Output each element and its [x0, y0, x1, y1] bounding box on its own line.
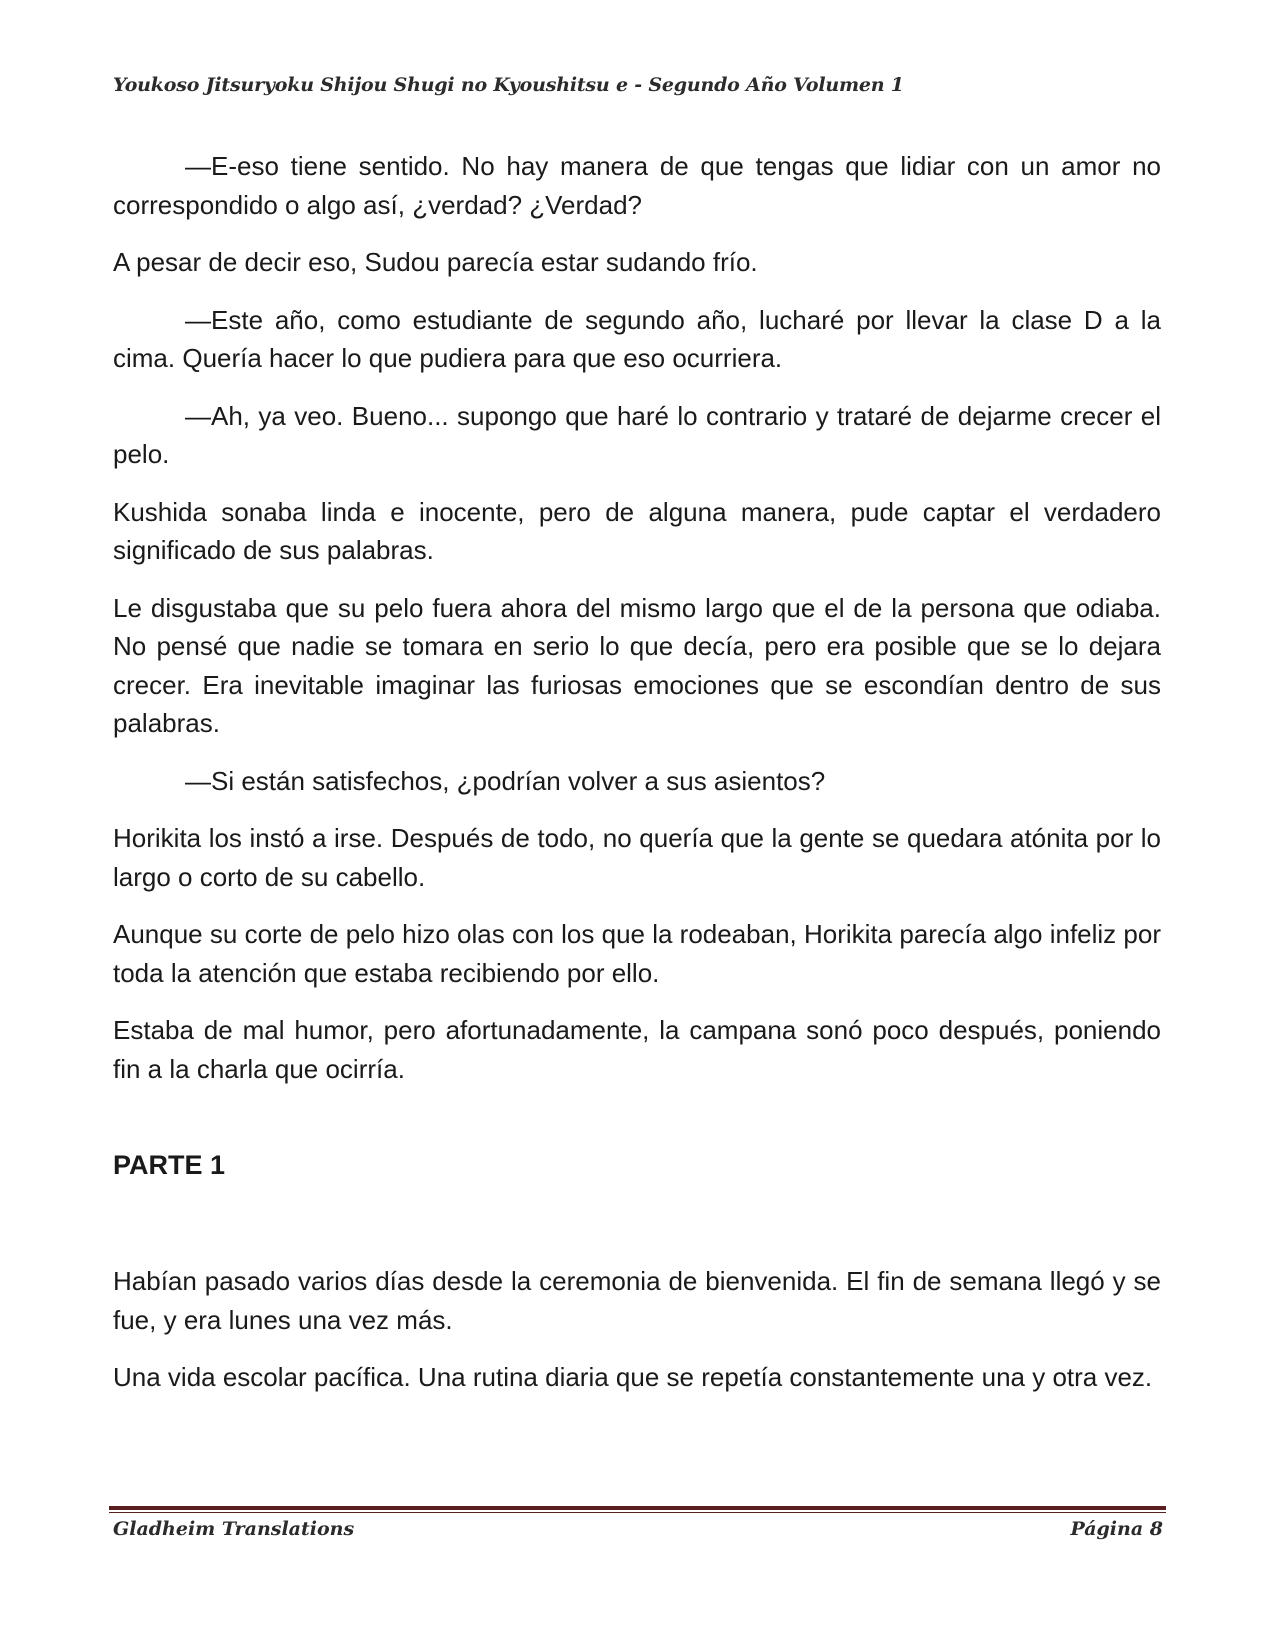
- paragraph: Estaba de mal humor, pero afortunadamente, la campana sonó poco después, poniendo fin a la charla que ocirría.: [113, 1015, 1161, 1084]
- paragraph: —E-eso tiene sentido. No hay manera de que tengas que lidiar con un amor no correspondido o algo así, ¿verdad? ¿Verdad?: [113, 151, 1161, 220]
- footer-divider-thin: [109, 1512, 1166, 1513]
- paragraph: Horikita los instó a irse. Después de todo, no quería que la gente se quedara atónita por lo largo o corto de su cabello.: [113, 823, 1161, 892]
- paragraph: —Este año, como estudiante de segundo año, lucharé por llevar la clase D a la cima. Quería hacer lo que pudiera para que eso ocurriera.: [113, 304, 1161, 373]
- paragraph: Una vida escolar pacífica. Una rutina diaria que se repetía constantemente una y otra vez.: [113, 1362, 1153, 1392]
- paragraph: A pesar de decir eso, Sudou parecía estar sudando frío.: [113, 247, 758, 277]
- paragraph: Habían pasado varios días desde la ceremonia de bienvenida. El fin de semana llegó y se fue, y era lunes una vez más.: [113, 1266, 1161, 1335]
- paragraph: Le disgustaba que su pelo fuera ahora del mismo largo que el de la persona que odiaba. No pensé que nadie se tomara en serio lo que decía, pero era posible que se lo dejara crecer. Era inevitable imaginar las furiosas emociones que se escondían dentro de sus palabras.: [113, 592, 1161, 738]
- paragraph: —Si están satisfechos, ¿podrían volver a sus asientos?: [185, 765, 826, 796]
- footer-divider: [109, 1506, 1166, 1510]
- body-text: [113, 147, 1161, 1416]
- paragraph: Aunque su corte de pelo hizo olas con los que la rodeaban, Horikita parecía algo infeliz por toda la atención que estaba recibiendo por ello.: [113, 919, 1161, 988]
- paragraphs-before: [113, 147, 1161, 1088]
- paragraphs-after: [113, 1262, 1161, 1397]
- paragraph: Kushida sonaba linda e inocente, pero de alguna manera, pude captar el verdadero significado de sus palabras.: [113, 496, 1161, 565]
- page-number: Página 8: [1070, 1518, 1163, 1540]
- paragraph: —Ah, ya veo. Bueno... supongo que haré lo contrario y trataré de dejarme crecer el pelo.: [113, 400, 1161, 469]
- running-header: Youkoso Jitsuryoku Shijou Shugi no Kyoushitsu e - Segundo Año Volumen 1: [113, 74, 904, 96]
- section-heading: PARTE 1: [113, 1150, 226, 1180]
- footer-credit: Gladheim Translations: [113, 1518, 355, 1540]
